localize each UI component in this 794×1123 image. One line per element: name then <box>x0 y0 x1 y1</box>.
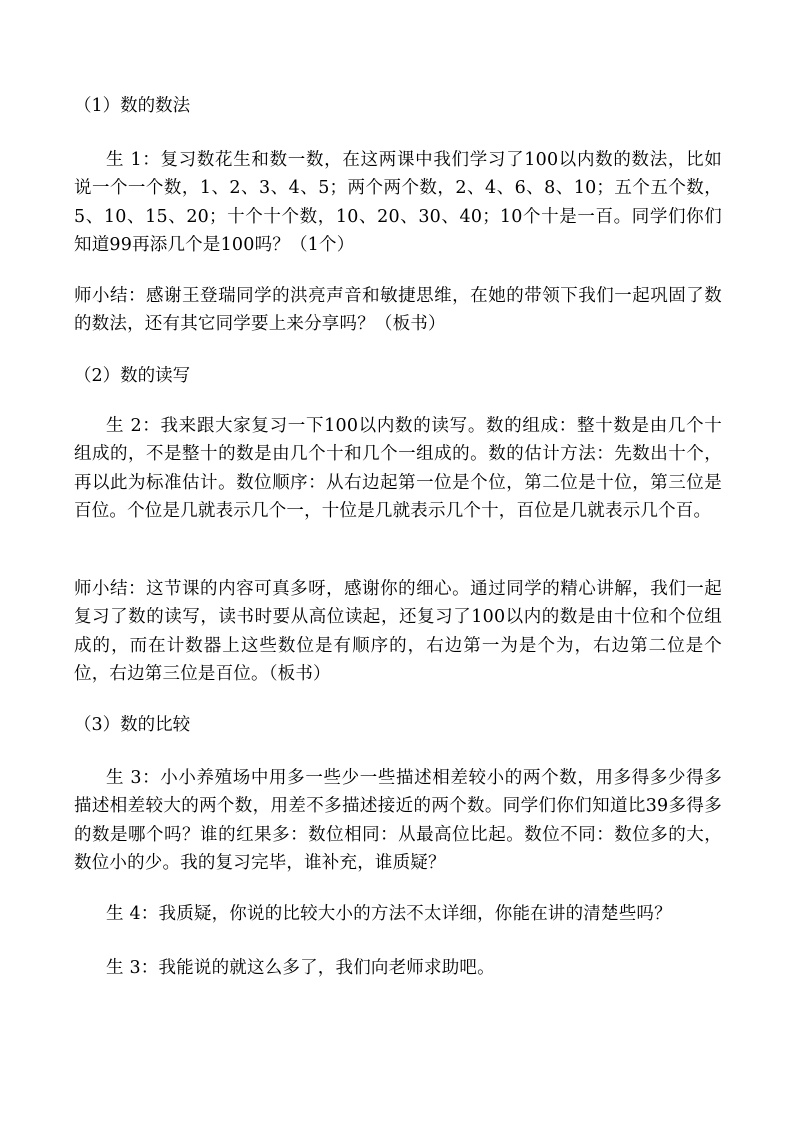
teacher-summary-2: 师小结：这节课的内容可真多呀，感谢你的细心。通过同学的精心讲解，我们一起复习了数的读写，读书时要从高位读起，还复习了100以内的数是由十位和个位组成的，而在计数器上这些数位是有顺序的，右边第一为是个为，右边第二位是个位，右边第三位是百位。（板书） <box>74 579 722 685</box>
student-1-paragraph: 生 1：复习数花生和数一数，在这两课中我们学习了100以内数的数法，比如说一个一个数，1、2、3、4、5；两个两个数，2、4、6、8、10；五个五个数，5、10、15、20；十个十个数，10、20、30、40；10个十是一百。同学们你们知道99再添几个是100吗？（1个） <box>74 150 722 256</box>
section-heading-2: （2）数的读写 <box>74 366 191 386</box>
student-4-paragraph: 生 4：我质疑，你说的比较大小的方法不太详细，你能在讲的清楚些吗？ <box>106 904 672 924</box>
section-heading-1: （1）数的数法 <box>74 96 191 116</box>
student-3-reply-paragraph: 生 3：我能说的就这么多了，我们向老师求助吧。 <box>106 958 495 978</box>
student-2-paragraph: 生 2：我来跟大家复习一下100以内数的读写。数的组成：整十数是由几个十组成的，不是整十的数是由几个十和几个一组成的。数的估计方法：先数出十个，再以此为标准估计。数位顺序：从右边起第一位是个位，第二位是十位，第三位是百位。个位是几就表示几个一，十位是几就表示几个十，百位是几就表示几个百。 <box>74 416 722 522</box>
teacher-summary-1: 师小结：感谢王登瑞同学的洪亮声音和敏捷思维，在她的带领下我们一起巩固了数的数法，还有其它同学要上来分享吗？（板书） <box>74 286 722 335</box>
section-heading-3: （3）数的比较 <box>74 715 191 735</box>
student-3-paragraph: 生 3：小小养殖场中用多一些少一些描述相差较小的两个数，用多得多少得多描述相差较大的两个数，用差不多描述接近的两个数。同学们你们知道比39多得多的数是哪个吗？谁的红果多：数位相同：从最高位比起。数位不同：数位多的大，数位小的少。我的复习完毕，谁补充，谁质疑？ <box>74 768 722 874</box>
